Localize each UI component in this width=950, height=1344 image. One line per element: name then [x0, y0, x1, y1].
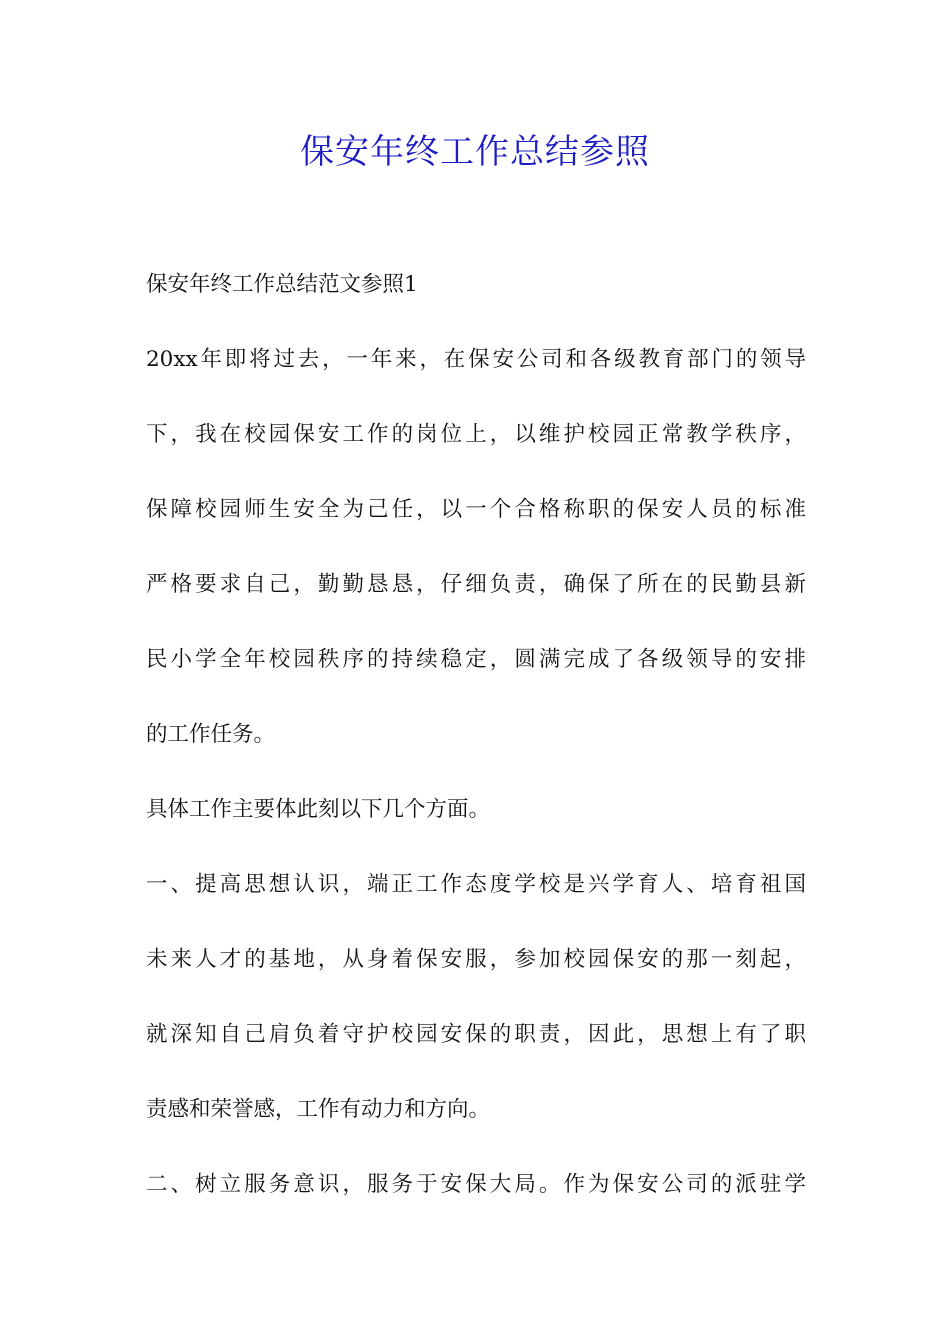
body-line: 严格要求自己，勤勤恳恳，仔细负责，确保了所在的民勤县新 — [146, 572, 806, 597]
body-line: 责感和荣誉感，工作有动力和方向。 — [146, 1097, 491, 1122]
body-line: 具体工作主要体此刻以下几个方面。 — [146, 797, 491, 822]
body-line: 保障校园师生安全为己任，以一个合格称职的保安人员的标准 — [146, 497, 806, 522]
body-line: 民小学全年校园秩序的持续稳定，圆满完成了各级领导的安排 — [146, 647, 806, 672]
body-line: 二、树立服务意识，服务于安保大局。作为保安公司的派驻学 — [146, 1172, 806, 1197]
body-line: 一、提高思想认识，端正工作态度学校是兴学育人、培育祖国 — [146, 872, 806, 897]
body-line: 未来人才的基地，从身着保安服，参加校园保安的那一刻起， — [146, 947, 806, 972]
body-line: 就深知自己肩负着守护校园安保的职责，因此，思想上有了职 — [146, 1022, 806, 1047]
body-line: 20xx年即将过去，一年来，在保安公司和各级教育部门的领导 — [146, 347, 806, 372]
body-line: 下，我在校园保安工作的岗位上，以维护校园正常教学秩序， — [146, 422, 806, 447]
body-line: 保安年终工作总结范文参照1 — [146, 272, 418, 297]
body-line: 的工作任务。 — [146, 722, 276, 747]
document-title: 保安年终工作总结参照 — [300, 132, 650, 172]
